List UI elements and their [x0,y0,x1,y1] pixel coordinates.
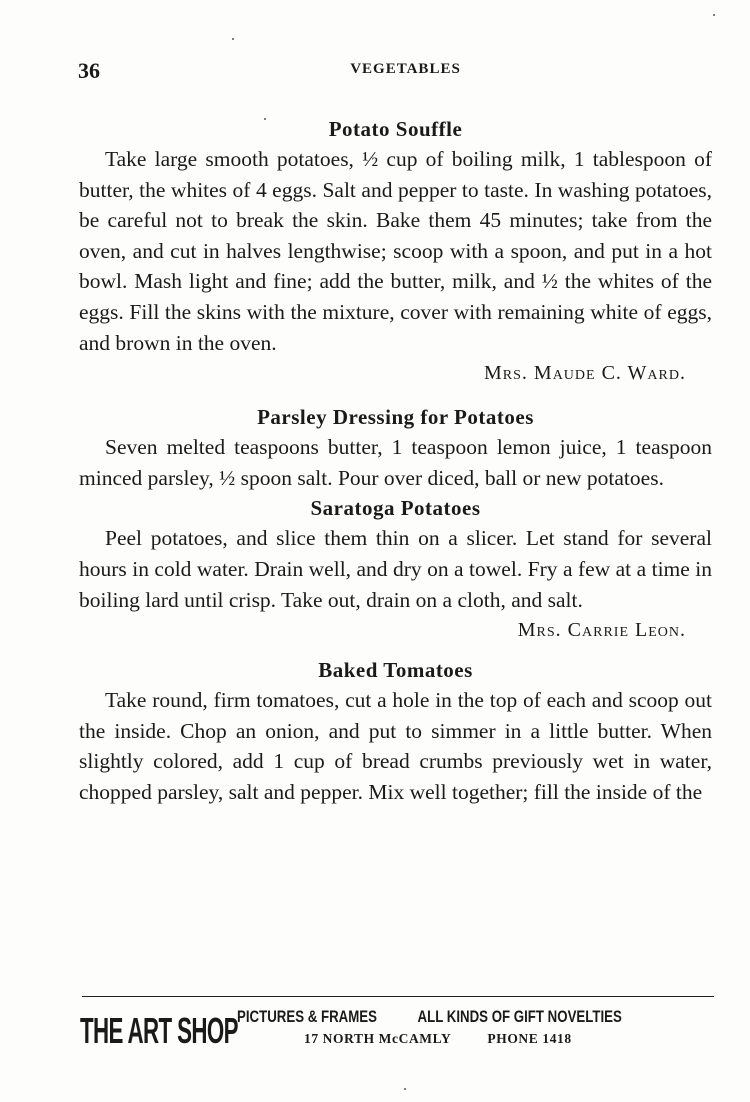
page-content [79,114,712,808]
recipe-title: Saratoga Potatoes [310,496,481,521]
recipe-text: Peel potatoes, and slice them thin on a slicer. Let stand for several hours in cold water. Drain well, and dry on a towel. Fry a few at a time in boiling lard until crisp. Take out, drain on a cloth, and salt. [79,526,712,612]
recipe-text: Take round, firm tomatoes, cut a hole in the top of each and scoop out the inside. Chop an onion, and put to simmer in a little butter. When slightly colored, add 1 cup of bread crumbs previously wet in water, chopped parsley, salt and pepper. Mix well together; fill the inside of the [79,688,712,804]
advertisement [80,1003,720,1063]
page-header [78,58,713,88]
ad-address: 17 NORTH McCAMLY [304,1031,452,1046]
recipe-text: Take large smooth potatoes, ½ cup of boiling milk, 1 tablespoon of butter, the whites of 4 eggs. Salt and pepper to taste. In washing potatoes, be careful not to break the skin. Bake them 45 minutes; take from the oven, and cut in halves lengthwise; scoop with a spoon, and put in a hot bowl. Mash light and fine; add the butter, milk, and ½ the whites of the eggs. Fill the skins with the mixture, cover with remaining white of eggs, and brown in the oven. [79,147,712,355]
recipe-title: Baked Tomatoes [318,658,473,683]
running-head: VEGETABLES [350,61,461,77]
ad-pictures-frames: PICTURES & FRAMES [237,1007,377,1026]
ad-contact [304,1031,572,1047]
footer-divider [82,996,714,997]
recipe-potato-souffle [79,114,712,388]
paper-speck [232,38,234,40]
recipe-saratoga-potatoes [79,493,712,645]
paper-speck [404,1088,406,1090]
recipe-signature: Mrs. Carrie Leon. [517,619,686,642]
ad-tagline [237,1007,622,1027]
ad-gift-novelties: ALL KINDS OF GIFT NOVELTIES [417,1007,622,1026]
recipe-title: Potato Souffle [328,117,463,141]
recipe-text: Seven melted teaspoons butter, 1 teaspoon lemon juice, 1 teaspoon minced parsley, ½ spoon salt. Pour over diced, ball or new potatoes. [79,435,712,490]
recipe-parsley-dressing [79,402,712,493]
recipe-signature: Mrs. Maude C. Ward. [484,362,686,385]
paper-speck [264,118,266,120]
ad-brand: THE ART SHOP [80,1010,238,1051]
ad-phone: PHONE 1418 [487,1031,572,1046]
page-number: 36 [78,58,100,83]
recipe-baked-tomatoes [79,655,712,807]
recipe-title: Parsley Dressing for Potatoes [257,405,534,430]
paper-speck [713,14,715,16]
